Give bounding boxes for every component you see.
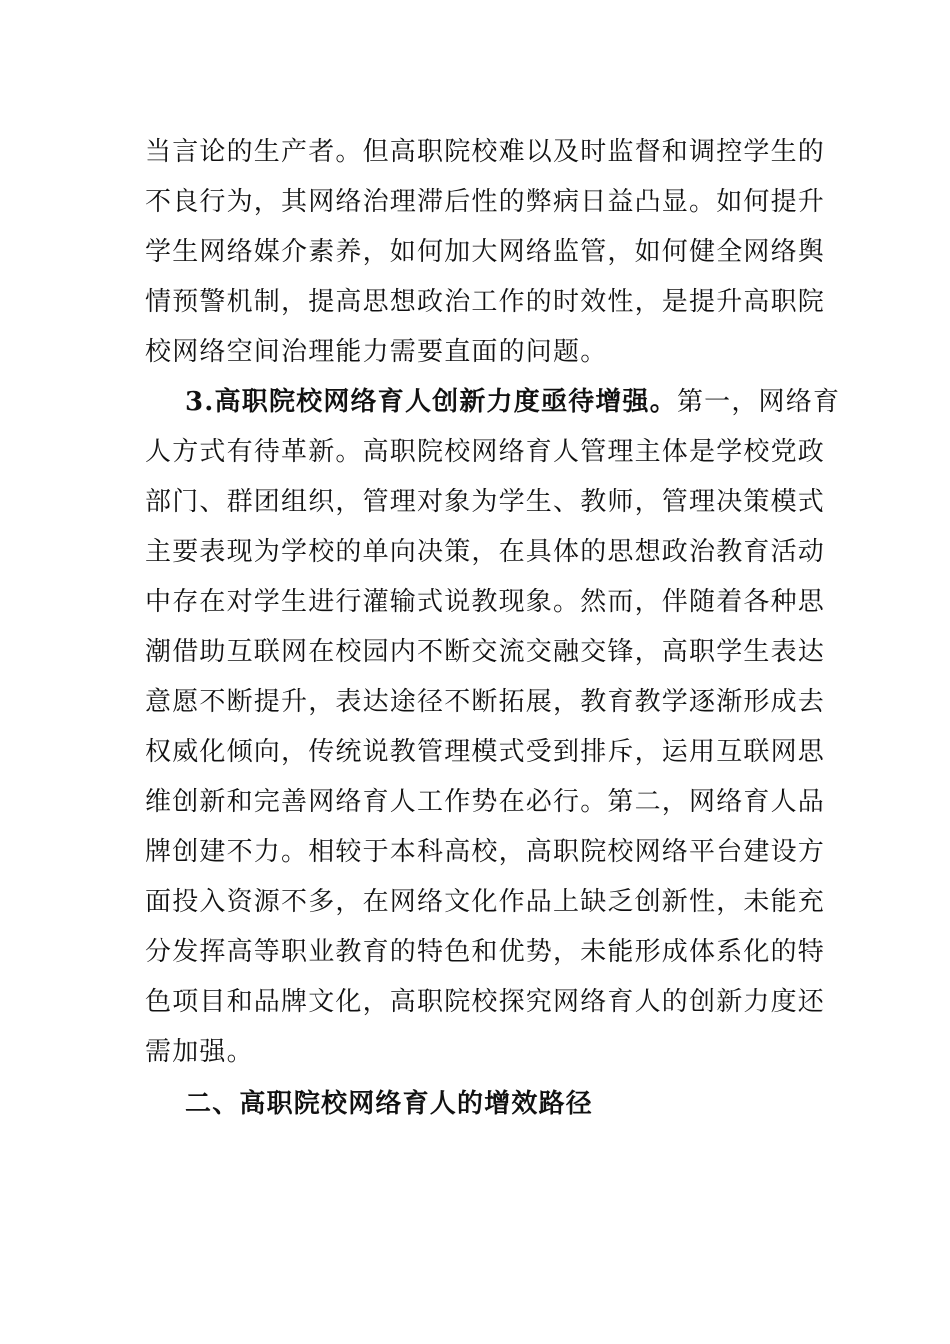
paragraph-2-first-line-text: 第一，网络育 bbox=[676, 387, 841, 417]
paragraph-2-line-4: 主要表现为学校的单向决策，在具体的思想政治教育活动 bbox=[145, 537, 826, 567]
paragraph-2-line-13: 色项目和品牌文化，高职院校探究网络育人的创新力度还 bbox=[145, 987, 826, 1017]
paragraph-2-line-14: 需加强。 bbox=[145, 1037, 254, 1067]
paragraph-1-line-3: 学生网络媒介素养，如何加大网络监管，如何健全网络舆 bbox=[145, 237, 826, 267]
paragraph-2-line-10: 牌创建不力。相较于本科高校，高职院校网络平台建设方 bbox=[145, 837, 826, 867]
paragraph-2-line-7: 意愿不断提升，表达途径不断拓展，教育教学逐渐形成去 bbox=[145, 687, 826, 717]
paragraph-1-line-2: 不良行为，其网络治理滞后性的弊病日益凸显。如何提升 bbox=[145, 187, 826, 217]
paragraph-2-line-11: 面投入资源不多，在网络文化作品上缺乏创新性，未能充 bbox=[145, 887, 826, 917]
paragraph-2-line-12: 分发挥高等职业教育的特色和优势，未能形成体系化的特 bbox=[145, 937, 826, 967]
paragraph-2-line-1 bbox=[185, 377, 841, 427]
paragraph-1-line-5: 校网络空间治理能力需要直面的问题。 bbox=[145, 337, 608, 367]
paragraph-2-line-6: 潮借助互联网在校园内不断交流交融交锋，高职学生表达 bbox=[145, 637, 826, 667]
paragraph-1-line-1: 当言论的生产者。但高职院校难以及时监督和调控学生的 bbox=[145, 137, 826, 167]
paragraph-2-heading: 3.高职院校网络育人创新力度亟待增强。 bbox=[185, 387, 677, 417]
paragraph-2-line-5: 中存在对学生进行灌输式说教现象。然而，伴随着各种思 bbox=[145, 587, 826, 617]
section-heading: 二、高职院校网络育人的增效路径 bbox=[185, 1089, 594, 1119]
paragraph-1-line-4: 情预警机制，提高思想政治工作的时效性，是提升高职院 bbox=[145, 287, 826, 317]
paragraph-2-line-8: 权威化倾向，传统说教管理模式受到排斥，运用互联网思 bbox=[145, 737, 826, 767]
paragraph-2-line-3: 部门、群团组织，管理对象为学生、教师，管理决策模式 bbox=[145, 487, 826, 517]
paragraph-2-line-9: 维创新和完善网络育人工作势在必行。第二，网络育人品 bbox=[145, 787, 826, 817]
paragraph-2-line-2: 人方式有待革新。高职院校网络育人管理主体是学校党政 bbox=[145, 437, 826, 467]
